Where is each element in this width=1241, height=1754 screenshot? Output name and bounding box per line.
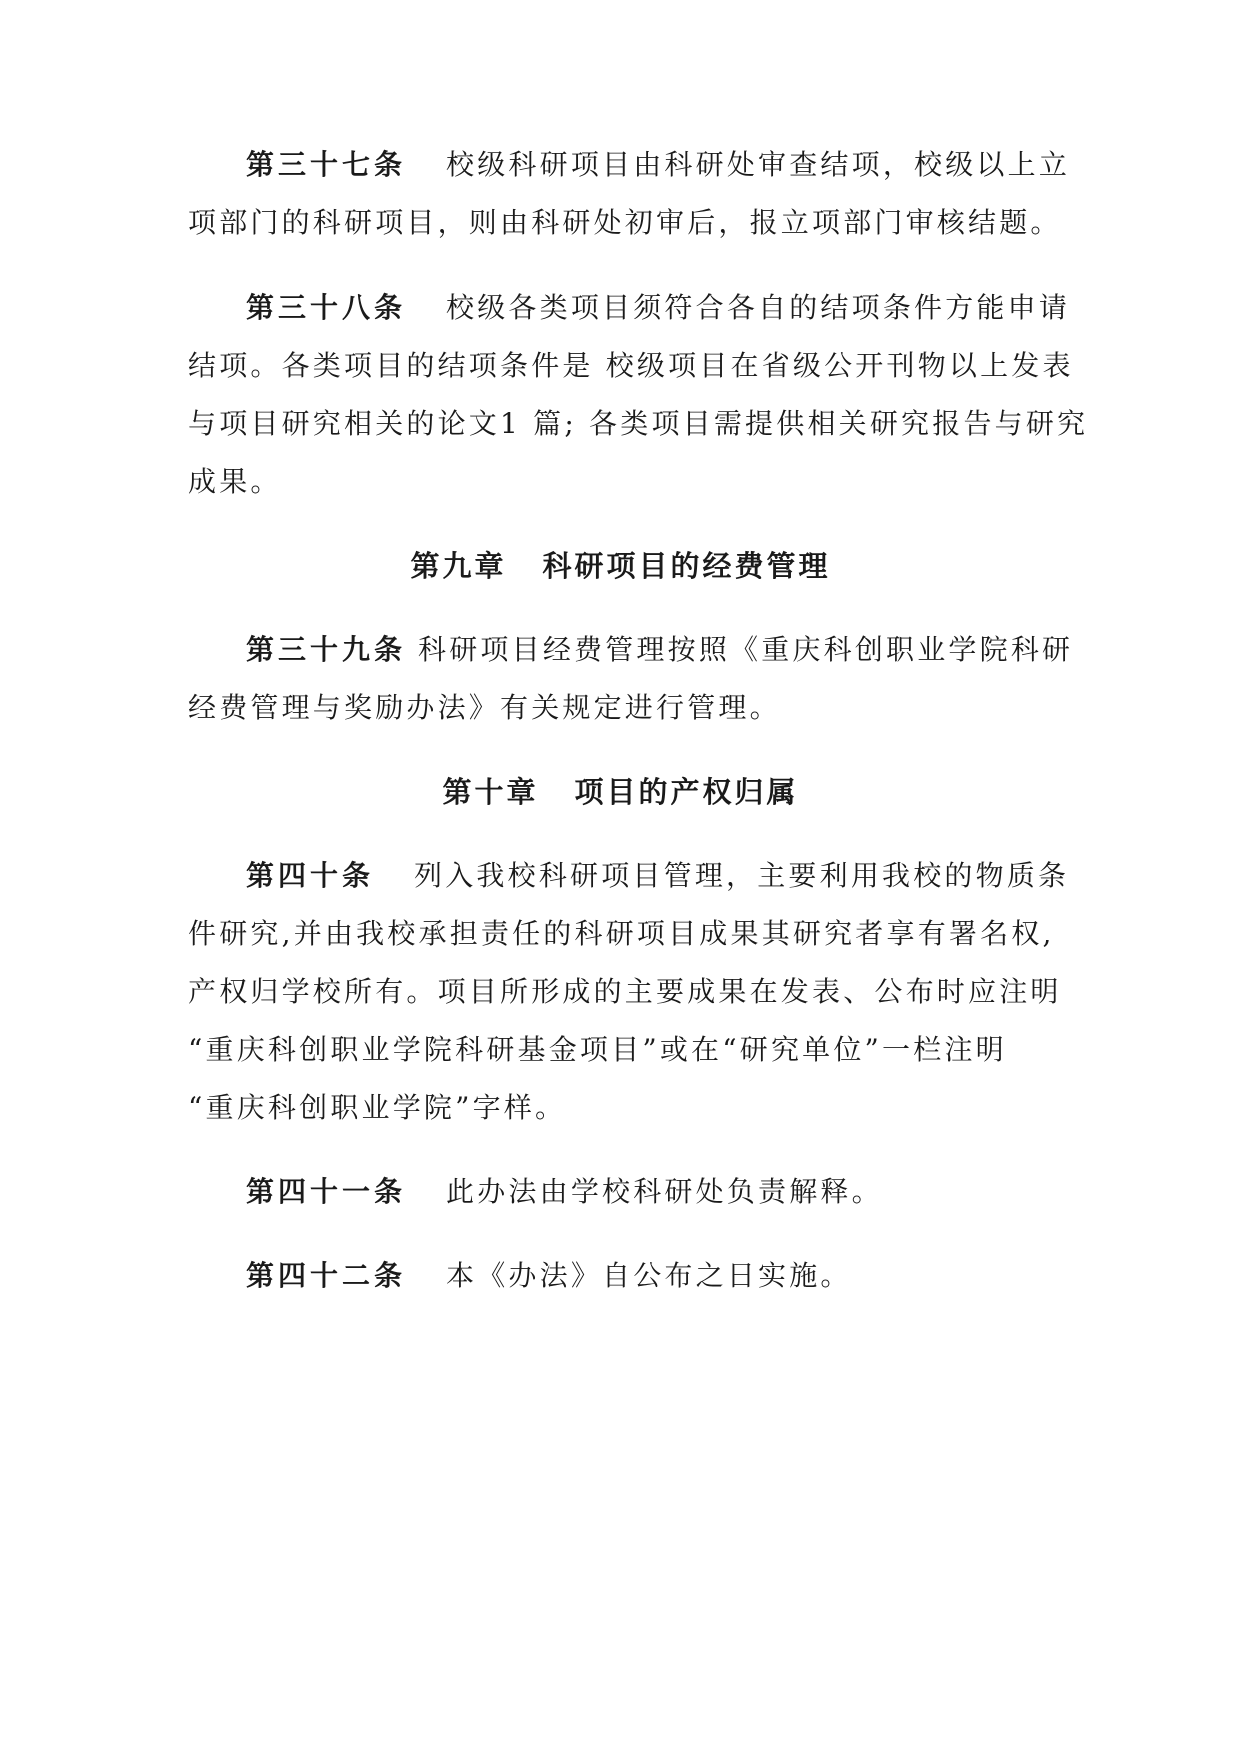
article-40-line-4: “重庆科创职业学院科研基金项目”或在“研究单位”一栏注明 bbox=[188, 1033, 1007, 1066]
article-37-text-1: 校级科研项目由科研处审查结项，校级以上立 bbox=[446, 148, 1071, 181]
article-42-label: 第四十二条 bbox=[246, 1259, 407, 1292]
article-39-line-1 bbox=[246, 630, 1126, 670]
article-40-line-1 bbox=[246, 856, 1126, 896]
article-40-line-2: 件研究,并由我校承担责任的科研项目成果其研究者享有署名权, bbox=[188, 917, 1055, 950]
article-38-label: 第三十八条 bbox=[246, 291, 407, 324]
article-38-line-2: 结项。各类项目的结项条件是 校级项目在省级公开刊物以上发表 bbox=[188, 349, 1074, 382]
chapter-10-heading bbox=[0, 771, 1241, 813]
article-38-line-4: 成果。 bbox=[188, 465, 282, 498]
article-39-label: 第三十九条 bbox=[246, 633, 407, 666]
article-41-text: 此办法由学校科研处负责解释。 bbox=[446, 1175, 883, 1208]
article-41-line bbox=[246, 1172, 1126, 1212]
article-38-text-1: 校级各类项目须符合各自的结项条件方能申请 bbox=[446, 291, 1071, 324]
article-38-line-3: 与项目研究相关的论文1 篇; 各类项目需提供相关研究报告与研究 bbox=[188, 407, 1089, 440]
chapter-10-number: 第十章 bbox=[442, 775, 539, 809]
article-37-line-2: 项部门的科研项目，则由科研处初审后，报立项部门审核结题。 bbox=[188, 206, 1062, 239]
article-40-label: 第四十条 bbox=[246, 859, 375, 892]
article-37-label: 第三十七条 bbox=[246, 148, 407, 181]
chapter-9-title: 科研项目的经费管理 bbox=[542, 549, 831, 583]
article-39-line-2: 经费管理与奖励办法》有关规定进行管理。 bbox=[188, 691, 781, 724]
chapter-10-title: 项目的产权归属 bbox=[574, 775, 799, 809]
article-38-line-1 bbox=[246, 288, 1126, 328]
chapter-9-heading bbox=[0, 545, 1241, 587]
article-37-line-1 bbox=[246, 145, 1126, 185]
article-42-text: 本《办法》自公布之日实施。 bbox=[446, 1259, 852, 1292]
article-39-text-1: 科研项目经费管理按照《重庆科创职业学院科研 bbox=[418, 633, 1074, 666]
chapter-9-number: 第九章 bbox=[410, 549, 507, 583]
article-40-line-3: 产权归学校所有。项目所形成的主要成果在发表、公布时应注明 bbox=[188, 975, 1062, 1008]
article-41-label: 第四十一条 bbox=[246, 1175, 407, 1208]
article-42-line bbox=[246, 1256, 1126, 1296]
article-40-line-5: “重庆科创职业学院”字样。 bbox=[188, 1091, 567, 1124]
article-40-text-1: 列入我校科研项目管理，主要利用我校的物质条 bbox=[414, 859, 1070, 892]
